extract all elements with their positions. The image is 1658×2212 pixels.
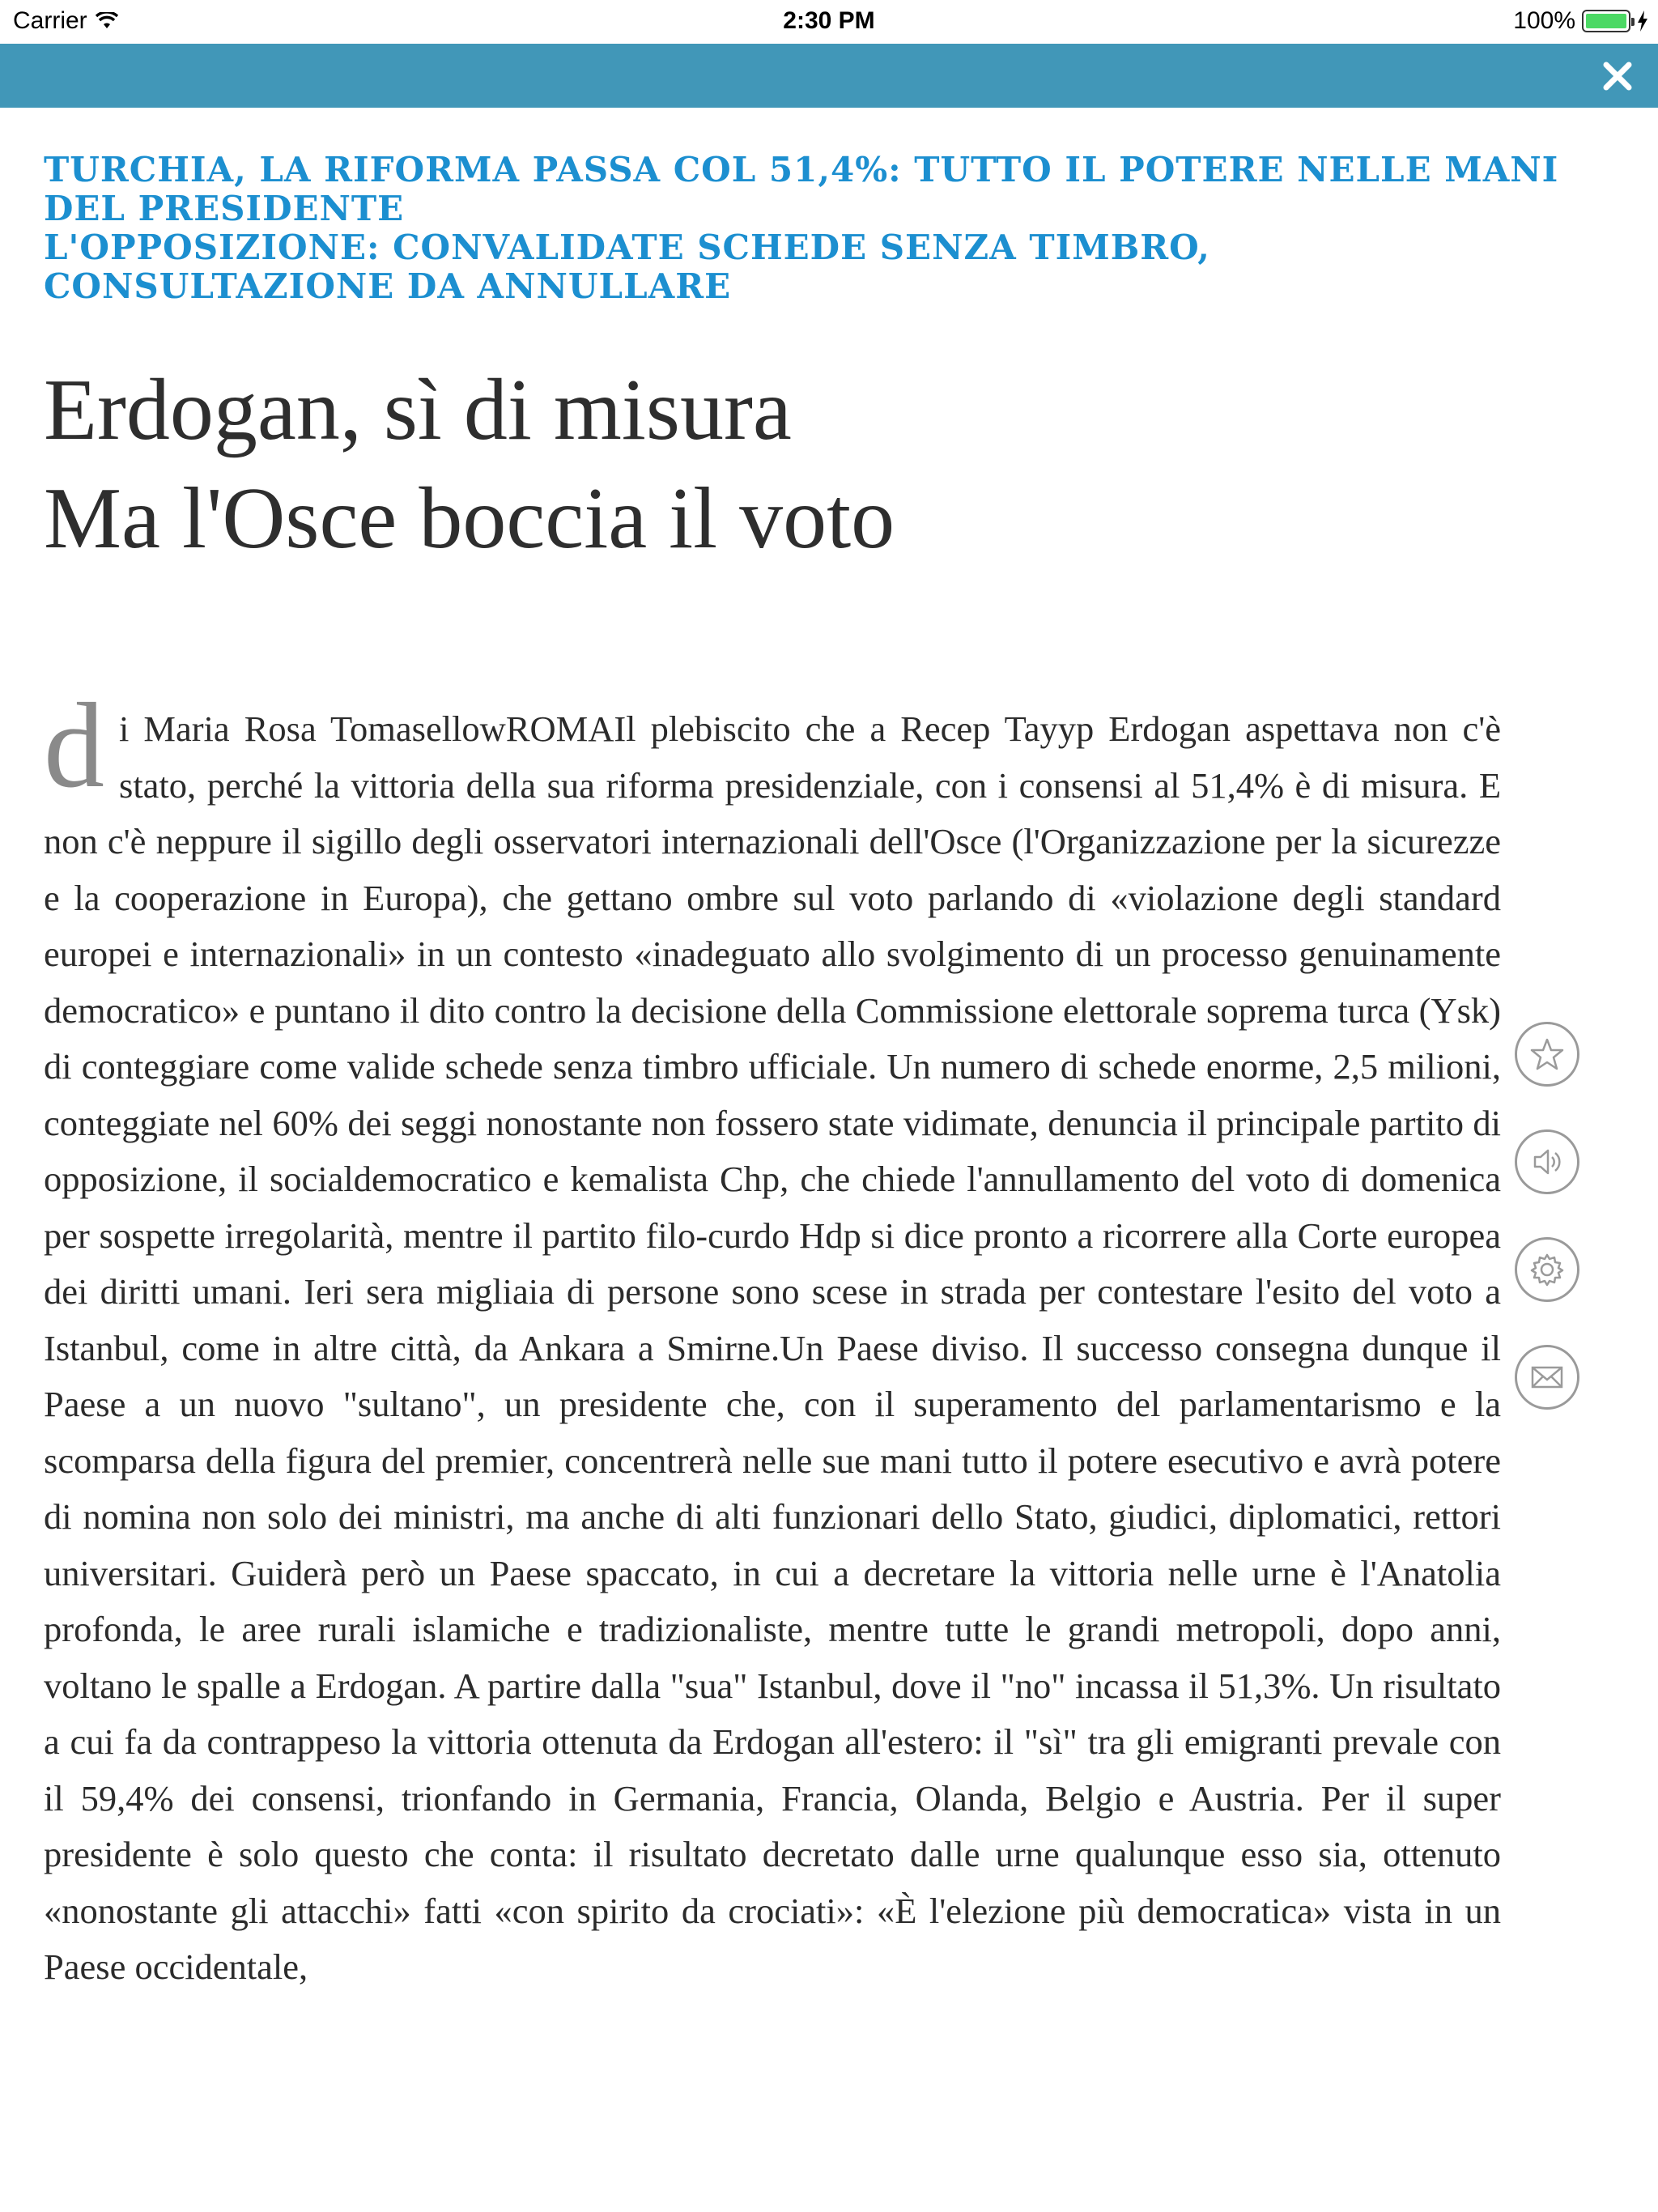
close-button[interactable] [1596,55,1639,97]
article-title [44,356,1533,573]
battery-icon [1582,10,1630,32]
battery-indicator [1513,7,1648,35]
listen-button[interactable] [1515,1129,1579,1194]
top-bar [0,44,1658,108]
speaker-icon [1528,1143,1566,1180]
drop-cap: d [44,678,104,813]
side-actions [1515,1022,1583,1453]
envelope-icon [1528,1359,1566,1396]
settings-button[interactable] [1515,1237,1579,1302]
kicker-line: CONSULTAZIONE DA ANNULLARE [44,266,732,306]
share-email-button[interactable] [1515,1345,1579,1410]
kicker-line: L'OPPOSIZIONE: CONVALIDATE SCHEDE SENZA TIMBRO, [44,228,1210,267]
status-time: 2:30 PM [783,7,875,34]
article-body [44,678,1501,1996]
title-line: Ma l'Osce boccia il voto [44,470,895,567]
star-icon [1528,1036,1566,1073]
kicker-line: DEL PRESIDENTE [44,189,405,228]
article-text: i Maria Rosa TomasellowROMAIl plebiscito che a Recep Tayyp Erdogan aspettava non c'è stato, perché la vittoria della sua riforma presidenziale, con i consensi al 51,4% è di misura. E non c'è neppure il sigillo degli osservatori internazionali dell'Osce (l'Organizzazione per la sicurezze e la cooperazione in Europa), che gettano ombre sul voto parlando di «violazione degli standard europei e internazionali» in un contesto «inadeguato allo svolgimento di un processo genuinamente democratico» e puntano il dito contro la decisione della Commissione elettorale soprema turca (Ysk) di conteggiare come valide schede senza timbro ufficiale. Un numero di schede enorme, 2,5 milioni, conteggiate nel 60% dei seggi nonostante non fossero state vidimate, denuncia il principale partito di opposizione, il socialdemocratico e kemalista Chp, che chiede l'annullamento del voto di domenica per sospette irregolarità, mentre il partito filo-curdo Hdp si dice pronto a ricorrere alla Corte europea dei diritti umani. Ieri sera migliaia di persone sono scese in strada per contestare l'esito del voto a Istanbul, come in altre città, da Ankara a Smirne.Un Paese diviso. Il successo consegna dunque il Paese a un nuovo "sultano", un presidente che, con il superamento del parlamentarismo e la scomparsa della figura del premier, concentrerà nelle sue mani tutto il potere esecutivo e avrà potere di nomina non solo dei ministri, ma anche di alti funzionari dello Stato, giudici, diplomatici, rettori universitari. Guiderà però un Paese spaccato, in cui a decretare la vittoria nelle urne è l'Anatolia profonda, le aree rurali islamiche e tradizionaliste, mentre tutte le grandi metropoli, dopo anni, voltano le spalle a Erdogan. A partire dalla "sua" Istanbul, dove il "no" incassa il 51,3%. Un risultato a cui fa da contrappeso la vittoria ottenuta da Erdogan all'estero: il "sì" tra gli emigranti prevale con il 59,4% dei consensi, trionfando in Germania, Francia, Olanda, Belgio e Austria. Per il super presidente è solo questo che conta: il risultato decretato dalle urne qualunque esso sia, ottenuto «nonostante gli attacchi» fatti «con spirito da crociati»: «È l'elezione più democratica» vista in un Paese occidentale, [44,708,1501,1987]
kicker-line: TURCHIA, LA RIFORMA PASSA COL 51,4%: TUTTO IL POTERE NELLE MANI [44,150,1559,189]
title-line: Erdogan, sì di misura [44,362,792,458]
gear-icon [1528,1251,1566,1288]
charging-bolt-icon [1637,11,1648,32]
close-icon [1596,55,1639,97]
favorite-button[interactable] [1515,1022,1579,1087]
status-bar [0,0,1658,44]
article-kicker [44,151,1614,306]
carrier-label: Carrier [13,7,87,34]
battery-percent: 100% [1513,7,1575,34]
